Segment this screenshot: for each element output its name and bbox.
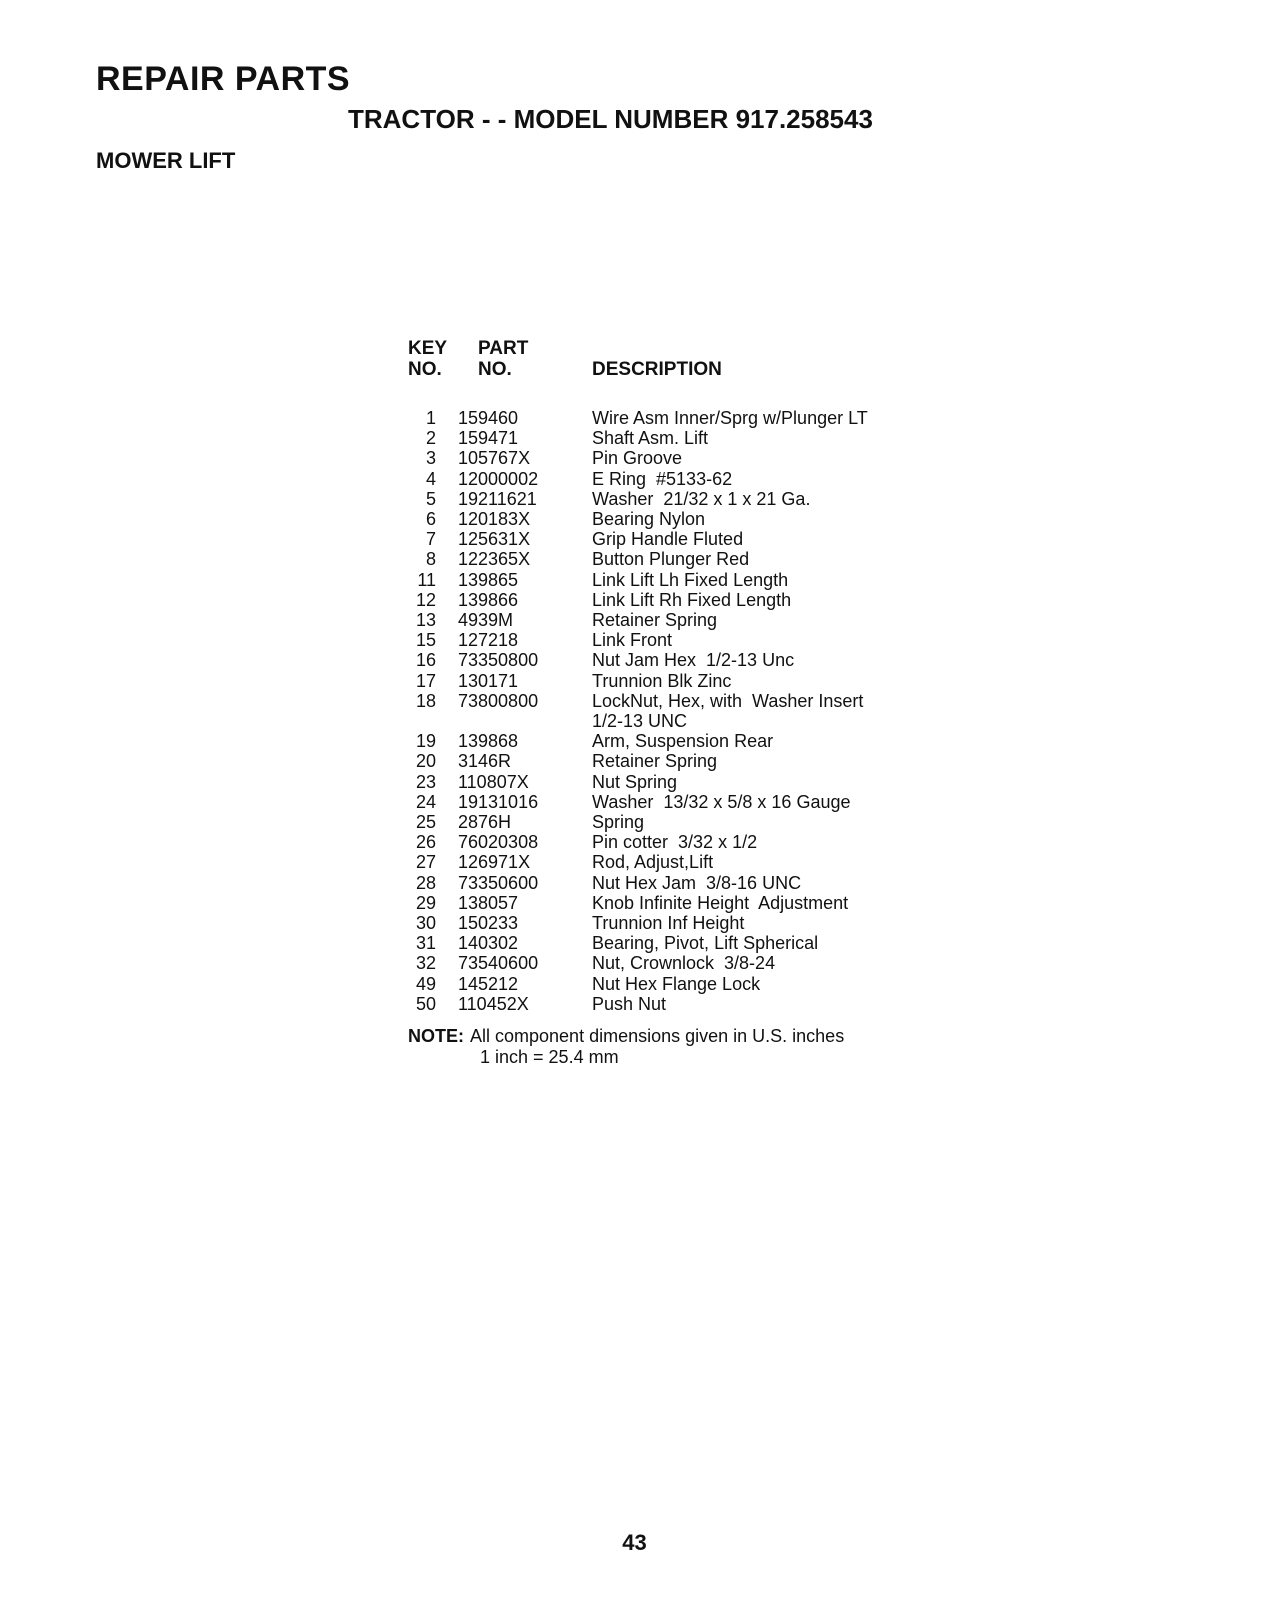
description-cell: Grip Handle Fluted <box>592 529 744 550</box>
table-row <box>408 428 928 448</box>
key-no-cell: 4 <box>425 468 436 489</box>
key-no-cell: 2 <box>425 428 436 449</box>
note <box>408 1026 844 1068</box>
description-header: DESCRIPTION <box>592 359 722 380</box>
description-cell: Washer 13/32 x 5/8 x 16 Gauge <box>592 791 851 812</box>
note-label: NOTE: <box>408 1026 464 1046</box>
description-cell: Pin cotter 3/32 x 1/2 <box>592 832 758 853</box>
key-header-line2: NO. <box>408 359 442 380</box>
part-no-cell: 140302 <box>458 933 519 954</box>
table-row <box>408 893 928 913</box>
part-no-cell: 73800800 <box>458 690 539 711</box>
table-row <box>408 974 928 994</box>
section-title: MOWER LIFT <box>96 148 236 173</box>
part-no-cell: 145212 <box>458 973 519 994</box>
table-row <box>408 549 928 569</box>
description-cell: Trunnion Blk Zinc <box>592 670 732 691</box>
part-no-cell: 130171 <box>458 670 519 691</box>
table-row <box>408 408 928 428</box>
table-row <box>408 953 928 973</box>
key-no-cell: 13 <box>415 610 436 631</box>
part-no-cell: 139866 <box>458 589 519 610</box>
table-row <box>408 509 928 529</box>
table-row <box>408 994 928 1014</box>
part-no-cell: 73350600 <box>458 872 539 893</box>
description-cell: Nut, Crownlock 3/8-24 <box>592 953 776 974</box>
description-cell: E Ring #5133-62 <box>592 468 733 489</box>
description-cell: Wire Asm Inner/Sprg w/Plunger LT <box>592 408 868 428</box>
description-cell: Nut Hex Flange Lock <box>592 973 761 994</box>
description-cell: LockNut, Hex, with Washer Insert 1/2-13 UNC <box>592 690 864 732</box>
page-number: 43 <box>622 1530 647 1555</box>
table-row <box>408 630 928 650</box>
model-title: TRACTOR - - MODEL NUMBER 917.258543 <box>348 104 873 134</box>
description-cell: Link Lift Rh Fixed Length <box>592 589 792 610</box>
key-no-cell: 8 <box>425 549 436 570</box>
table-row <box>408 772 928 792</box>
key-no-cell: 1 <box>425 408 436 428</box>
part-no-cell: 12000002 <box>458 468 539 489</box>
part-no-cell: 126971X <box>458 852 531 873</box>
table-row <box>408 590 928 610</box>
key-no-cell: 18 <box>415 690 436 711</box>
part-no-cell: 76020308 <box>458 832 539 853</box>
table-row <box>408 873 928 893</box>
table-row <box>408 812 928 832</box>
note-text: All component dimensions given in U.S. inches <box>470 1026 845 1046</box>
part-no-cell: 73540600 <box>458 953 539 974</box>
table-row <box>408 570 928 590</box>
table-row <box>408 610 928 630</box>
description-cell: Spring <box>592 812 645 833</box>
key-no-cell: 32 <box>415 953 436 974</box>
key-no-header <box>408 338 458 380</box>
key-no-cell: 29 <box>415 892 436 913</box>
description-cell: Shaft Asm. Lift <box>592 428 709 449</box>
description-cell: Nut Hex Jam 3/8-16 UNC <box>592 872 802 893</box>
description-cell: Rod, Adjust,Lift <box>592 852 714 873</box>
part-no-cell: 127218 <box>458 630 519 651</box>
description-cell: Retainer Spring <box>592 610 718 631</box>
description-cell: Nut Jam Hex 1/2-13 Unc <box>592 650 795 671</box>
table-row <box>408 933 928 953</box>
parts-table <box>408 338 928 1014</box>
table-row <box>408 448 928 468</box>
table-row <box>408 852 928 872</box>
table-row <box>408 751 928 771</box>
part-no-cell: 125631X <box>458 529 531 550</box>
key-no-cell: 28 <box>415 872 436 893</box>
key-no-cell: 23 <box>415 771 436 792</box>
key-no-cell: 25 <box>415 812 436 833</box>
part-no-header <box>478 338 558 380</box>
page-title: REPAIR PARTS <box>96 60 351 98</box>
table-row <box>408 691 928 731</box>
part-no-cell: 159471 <box>458 428 519 449</box>
part-no-cell: 2876H <box>458 812 512 833</box>
key-no-cell: 24 <box>415 791 436 812</box>
table-row <box>408 731 928 751</box>
part-no-cell: 110452X <box>458 993 529 1014</box>
part-no-cell: 122365X <box>458 549 531 570</box>
table-row <box>408 469 928 489</box>
key-no-cell: 15 <box>415 630 436 651</box>
key-no-cell: 26 <box>415 832 436 853</box>
table-row <box>408 650 928 670</box>
note-line1 <box>408 1026 844 1047</box>
description-cell: Nut Spring <box>592 771 678 792</box>
key-no-cell: 17 <box>415 670 436 691</box>
description-cell: Push Nut <box>592 993 667 1014</box>
description-cell: Knob Infinite Height Adjustment <box>592 892 849 913</box>
table-row <box>408 529 928 549</box>
key-no-cell: 3 <box>425 448 436 469</box>
part-no-cell: 138057 <box>458 892 519 913</box>
part-no-cell: 150233 <box>458 913 519 934</box>
key-no-cell: 16 <box>415 650 436 671</box>
description-cell: Washer 21/32 x 1 x 21 Ga. <box>592 488 811 509</box>
key-no-cell: 7 <box>425 529 436 550</box>
parts-list <box>408 408 928 1014</box>
key-header-line1: KEY <box>408 338 448 359</box>
key-no-cell: 6 <box>425 509 436 530</box>
part-no-cell: 3146R <box>458 751 512 772</box>
key-no-cell: 12 <box>415 589 436 610</box>
description-cell: Bearing Nylon <box>592 509 706 530</box>
key-no-cell: 20 <box>415 751 436 772</box>
key-no-cell: 11 <box>417 569 436 590</box>
description-cell: Retainer Spring <box>592 751 718 772</box>
description-cell: Link Lift Lh Fixed Length <box>592 569 789 590</box>
description-cell: Arm, Suspension Rear <box>592 731 774 752</box>
part-header-line2: NO. <box>478 359 512 380</box>
key-no-cell: 49 <box>415 973 436 994</box>
part-no-cell: 120183X <box>458 509 531 530</box>
description-cell: Pin Groove <box>592 448 683 469</box>
table-row <box>408 792 928 812</box>
part-no-cell: 139868 <box>458 731 519 752</box>
description-cell: Trunnion Inf Height <box>592 913 745 934</box>
key-no-cell: 27 <box>415 852 436 873</box>
part-no-cell: 73350800 <box>458 650 539 671</box>
description-cell: Button Plunger Red <box>592 549 750 570</box>
key-no-cell: 31 <box>415 933 436 954</box>
part-no-cell: 159460 <box>458 408 519 428</box>
part-no-cell: 110807X <box>458 771 529 792</box>
table-row <box>408 671 928 691</box>
part-no-cell: 139865 <box>458 569 519 590</box>
part-no-cell: 4939M <box>458 610 514 631</box>
note-line2: 1 inch = 25.4 mm <box>480 1047 619 1067</box>
description-cell: Bearing, Pivot, Lift Spherical <box>592 933 819 954</box>
table-row <box>408 832 928 852</box>
part-no-cell: 19131016 <box>458 791 539 812</box>
key-no-cell: 5 <box>425 488 436 509</box>
key-no-cell: 19 <box>415 731 436 752</box>
part-no-cell: 19211621 <box>458 488 537 509</box>
part-header-line1: PART <box>478 338 529 359</box>
key-no-cell: 30 <box>415 913 436 934</box>
parts-table-header <box>408 338 928 408</box>
part-no-cell: 105767X <box>458 448 531 469</box>
table-row <box>408 489 928 509</box>
key-no-cell: 50 <box>415 993 436 1014</box>
table-row <box>408 913 928 933</box>
description-cell: Link Front <box>592 630 673 651</box>
